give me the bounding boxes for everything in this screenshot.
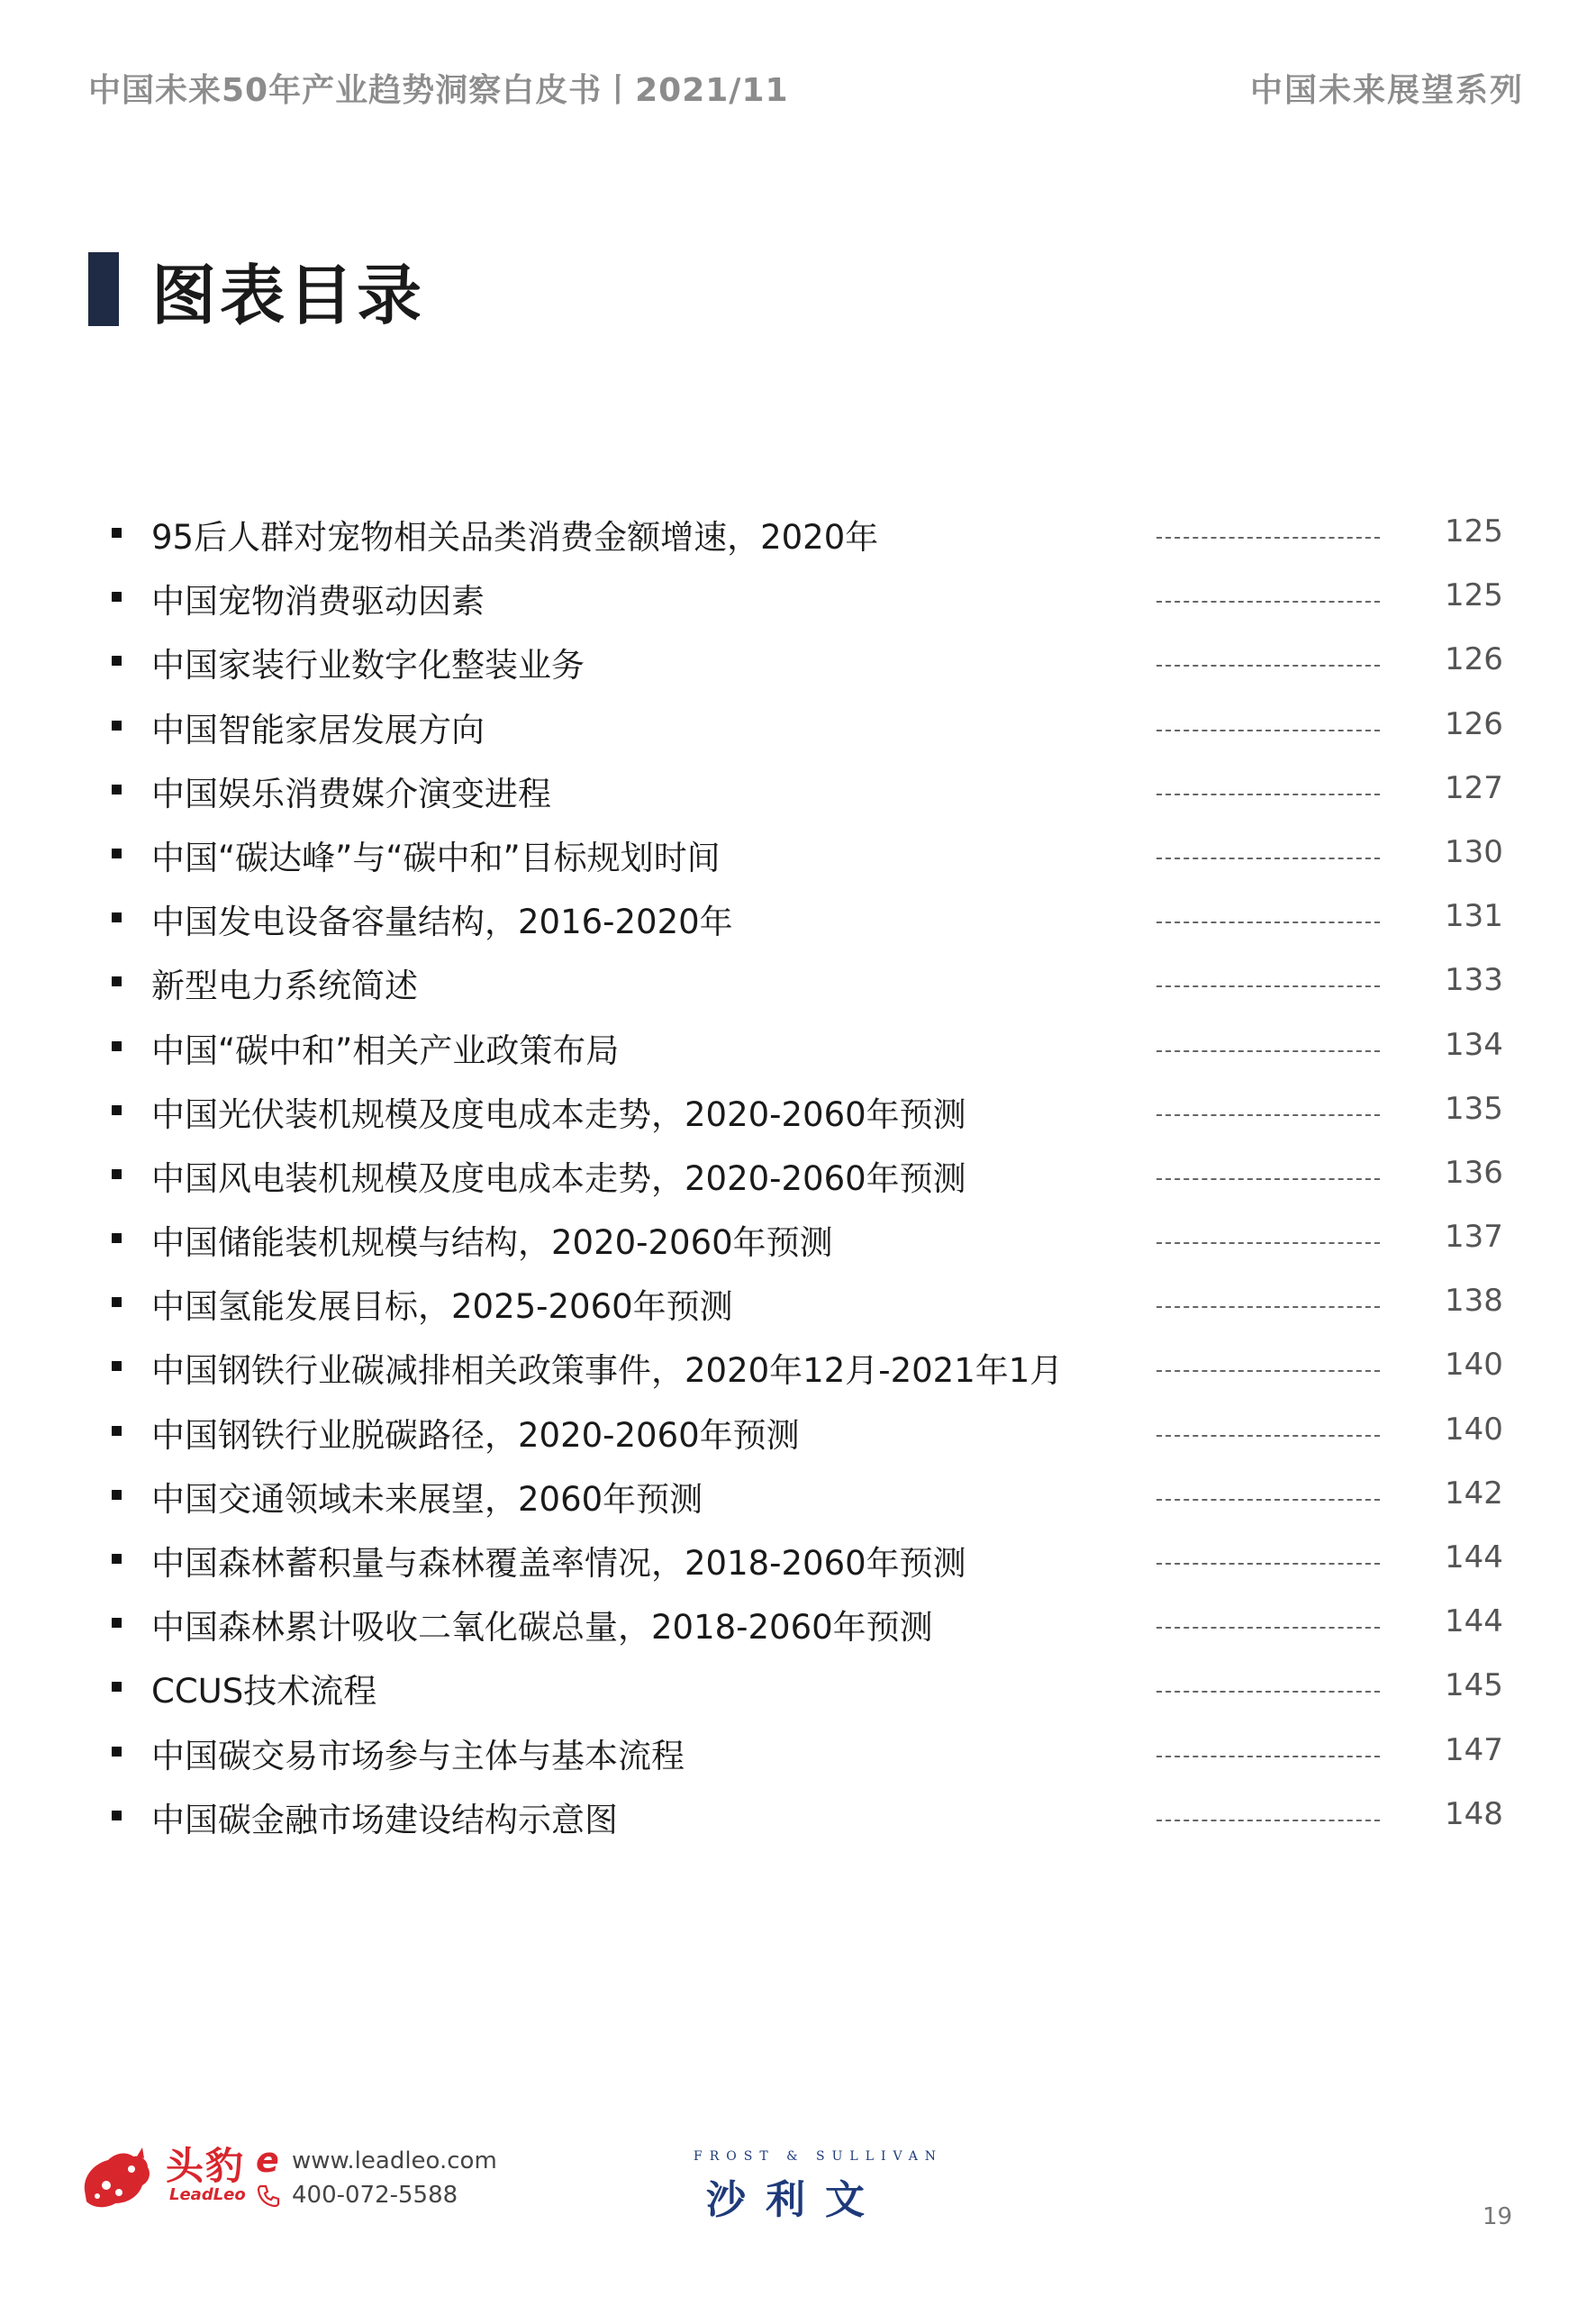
toc-entry[interactable] xyxy=(0,1018,1596,1082)
toc-entry[interactable] xyxy=(0,504,1596,568)
toc-dash-leader xyxy=(1156,1691,1380,1693)
header-document-title: 中国未来50年产业趋势洞察白皮书丨2021/11 xyxy=(88,72,789,109)
bullet-square-icon xyxy=(112,1105,122,1115)
toc-entry-page: 130 xyxy=(1445,833,1503,870)
toc-entry-page: 148 xyxy=(1445,1795,1503,1832)
bullet-square-icon xyxy=(112,1361,122,1371)
toc-entry-label: 中国钢铁行业脱碳路径，2020-2060年预测 xyxy=(151,1415,800,1455)
web-e-icon: e xyxy=(256,2140,279,2180)
bullet-square-icon xyxy=(112,1747,122,1757)
toc-entry[interactable] xyxy=(0,697,1596,761)
bullet-square-icon xyxy=(112,1554,122,1564)
toc-entry-page: 142 xyxy=(1445,1475,1503,1512)
toc-entry-page: 126 xyxy=(1445,641,1503,678)
toc-dash-leader xyxy=(1156,1370,1380,1372)
toc-entry-page: 131 xyxy=(1445,898,1503,935)
toc-entry-label: 中国森林累计吸收二氧化碳总量，2018-2060年预测 xyxy=(151,1608,933,1648)
toc-dash-leader xyxy=(1156,1756,1380,1757)
toc-entry-label: 中国“碳达峰”与“碳中和”目标规划时间 xyxy=(151,838,721,877)
toc-entry-label: 中国氢能发展目标，2025-2060年预测 xyxy=(151,1287,733,1327)
toc-entry[interactable] xyxy=(0,761,1596,825)
toc-entry[interactable] xyxy=(0,889,1596,953)
toc-entry-label: 95后人群对宠物相关品类消费金额增速，2020年 xyxy=(151,518,879,557)
bullet-square-icon xyxy=(112,1490,122,1500)
toc-entry[interactable] xyxy=(0,1338,1596,1402)
title-accent-bar xyxy=(88,252,119,326)
toc-dash-leader xyxy=(1156,1114,1380,1116)
toc-entry[interactable] xyxy=(0,1723,1596,1787)
toc-entry-page: 145 xyxy=(1445,1667,1503,1704)
toc-entry-label: 中国碳金融市场建设结构示意图 xyxy=(151,1800,618,1839)
toc-entry-label: 中国光伏装机规模及度电成本走势，2020-2060年预测 xyxy=(151,1094,966,1134)
toc-entry[interactable] xyxy=(0,1146,1596,1210)
toc-entry[interactable] xyxy=(0,953,1596,1017)
toc-dash-leader xyxy=(1156,1050,1380,1052)
toc-entry-label: 中国“碳中和”相关产业政策布局 xyxy=(151,1030,620,1070)
toc-entry-label: 中国碳交易市场参与主体与基本流程 xyxy=(151,1736,685,1775)
toc-dash-leader xyxy=(1156,601,1380,603)
toc-dash-leader xyxy=(1156,730,1380,731)
toc-entry-page: 138 xyxy=(1445,1283,1503,1320)
toc-dash-leader xyxy=(1156,1563,1380,1565)
toc-entry-page: 144 xyxy=(1445,1539,1503,1575)
toc-entry-label: 中国森林蓄积量与森林覆盖率情况，2018-2060年预测 xyxy=(151,1544,966,1583)
toc-dash-leader xyxy=(1156,921,1380,923)
leadleo-chinese-name: 头豹 xyxy=(166,2144,246,2188)
toc-dash-leader xyxy=(1156,1499,1380,1501)
toc-entry-label: 中国宠物消费驱动因素 xyxy=(151,582,485,622)
toc-entry-page: 137 xyxy=(1445,1219,1503,1256)
toc-entry[interactable] xyxy=(0,1658,1596,1722)
toc-dash-leader xyxy=(1156,537,1380,539)
leadleo-english-name: LeadLeo xyxy=(169,2185,246,2204)
toc-entry-page: 147 xyxy=(1445,1731,1503,1768)
bullet-square-icon xyxy=(112,592,122,602)
toc-entry-label: CCUS技术流程 xyxy=(151,1672,377,1711)
toc-dash-leader xyxy=(1156,858,1380,859)
bullet-square-icon xyxy=(112,656,122,666)
bullet-square-icon xyxy=(112,849,122,858)
toc-entry-page: 144 xyxy=(1445,1603,1503,1640)
toc-entry[interactable] xyxy=(0,568,1596,632)
toc-dash-leader xyxy=(1156,794,1380,795)
bullet-square-icon xyxy=(112,1682,122,1692)
toc-entry-label: 新型电力系统简述 xyxy=(151,967,418,1006)
toc-dash-leader xyxy=(1156,1435,1380,1437)
phone-icon xyxy=(256,2183,281,2209)
header-series-title: 中国未来展望系列 xyxy=(1249,72,1524,109)
toc-entry-label: 中国风电装机规模及度电成本走势，2020-2060年预测 xyxy=(151,1158,966,1198)
toc-entry[interactable] xyxy=(0,1594,1596,1658)
toc-entry[interactable] xyxy=(0,1210,1596,1274)
toc-entry-page: 140 xyxy=(1445,1411,1503,1448)
leopard-logo-icon xyxy=(79,2144,153,2216)
toc-entry-label: 中国储能装机规模与结构，2020-2060年预测 xyxy=(151,1223,833,1263)
bullet-square-icon xyxy=(112,1041,122,1051)
bullet-square-icon xyxy=(112,528,122,538)
toc-entry[interactable] xyxy=(0,1082,1596,1146)
toc-entry-page: 140 xyxy=(1445,1347,1503,1384)
toc-entry-label: 中国家装行业数字化整装业务 xyxy=(151,646,585,685)
toc-entry-page: 134 xyxy=(1445,1026,1503,1063)
toc-dash-leader xyxy=(1156,1627,1380,1629)
bullet-square-icon xyxy=(112,785,122,794)
toc-entry-label: 中国娱乐消费媒介演变进程 xyxy=(151,774,551,813)
bullet-square-icon xyxy=(112,912,122,922)
toc-entry-page: 133 xyxy=(1445,962,1503,999)
frost-sullivan-english: FROST & SULLIVAN xyxy=(694,2149,944,2164)
toc-entry-page: 136 xyxy=(1445,1154,1503,1191)
page-number: 19 xyxy=(1483,2203,1513,2230)
frost-sullivan-chinese: 沙利文 xyxy=(706,2177,884,2223)
toc-entry[interactable] xyxy=(0,1466,1596,1530)
bullet-square-icon xyxy=(112,721,122,731)
toc-entry[interactable] xyxy=(0,1530,1596,1594)
bullet-square-icon xyxy=(112,1297,122,1307)
toc-entry[interactable] xyxy=(0,825,1596,889)
bullet-square-icon xyxy=(112,976,122,986)
toc-entry[interactable] xyxy=(0,1403,1596,1466)
toc-dash-leader xyxy=(1156,1306,1380,1308)
toc-entry-page: 125 xyxy=(1445,513,1503,549)
table-of-figures xyxy=(0,504,1596,1851)
toc-dash-leader xyxy=(1156,1242,1380,1244)
page-title: 图表目录 xyxy=(151,258,426,333)
toc-entry-label: 中国智能家居发展方向 xyxy=(151,710,485,749)
bullet-square-icon xyxy=(112,1169,122,1179)
toc-dash-leader xyxy=(1156,985,1380,987)
toc-entry-label: 中国交通领域未来展望，2060年预测 xyxy=(151,1479,703,1519)
toc-dash-leader xyxy=(1156,665,1380,667)
toc-dash-leader xyxy=(1156,1178,1380,1180)
toc-entry[interactable] xyxy=(0,632,1596,696)
toc-entry-label: 中国发电设备容量结构，2016-2020年 xyxy=(151,903,733,942)
phone-number: 400-072-5588 xyxy=(292,2182,458,2209)
toc-entry-page: 126 xyxy=(1445,705,1503,742)
toc-entry[interactable] xyxy=(0,1274,1596,1338)
toc-entry-page: 135 xyxy=(1445,1090,1503,1127)
toc-entry-page: 125 xyxy=(1445,577,1503,614)
toc-entry-page: 127 xyxy=(1445,769,1503,806)
bullet-square-icon xyxy=(112,1233,122,1243)
toc-dash-leader xyxy=(1156,1820,1380,1821)
website-link[interactable]: www.leadleo.com xyxy=(292,2147,497,2174)
bullet-square-icon xyxy=(112,1618,122,1628)
toc-entry-label: 中国钢铁行业碳减排相关政策事件，2020年12月-2021年1月 xyxy=(151,1351,1064,1391)
bullet-square-icon xyxy=(112,1426,122,1436)
toc-entry[interactable] xyxy=(0,1787,1596,1851)
bullet-square-icon xyxy=(112,1811,122,1820)
